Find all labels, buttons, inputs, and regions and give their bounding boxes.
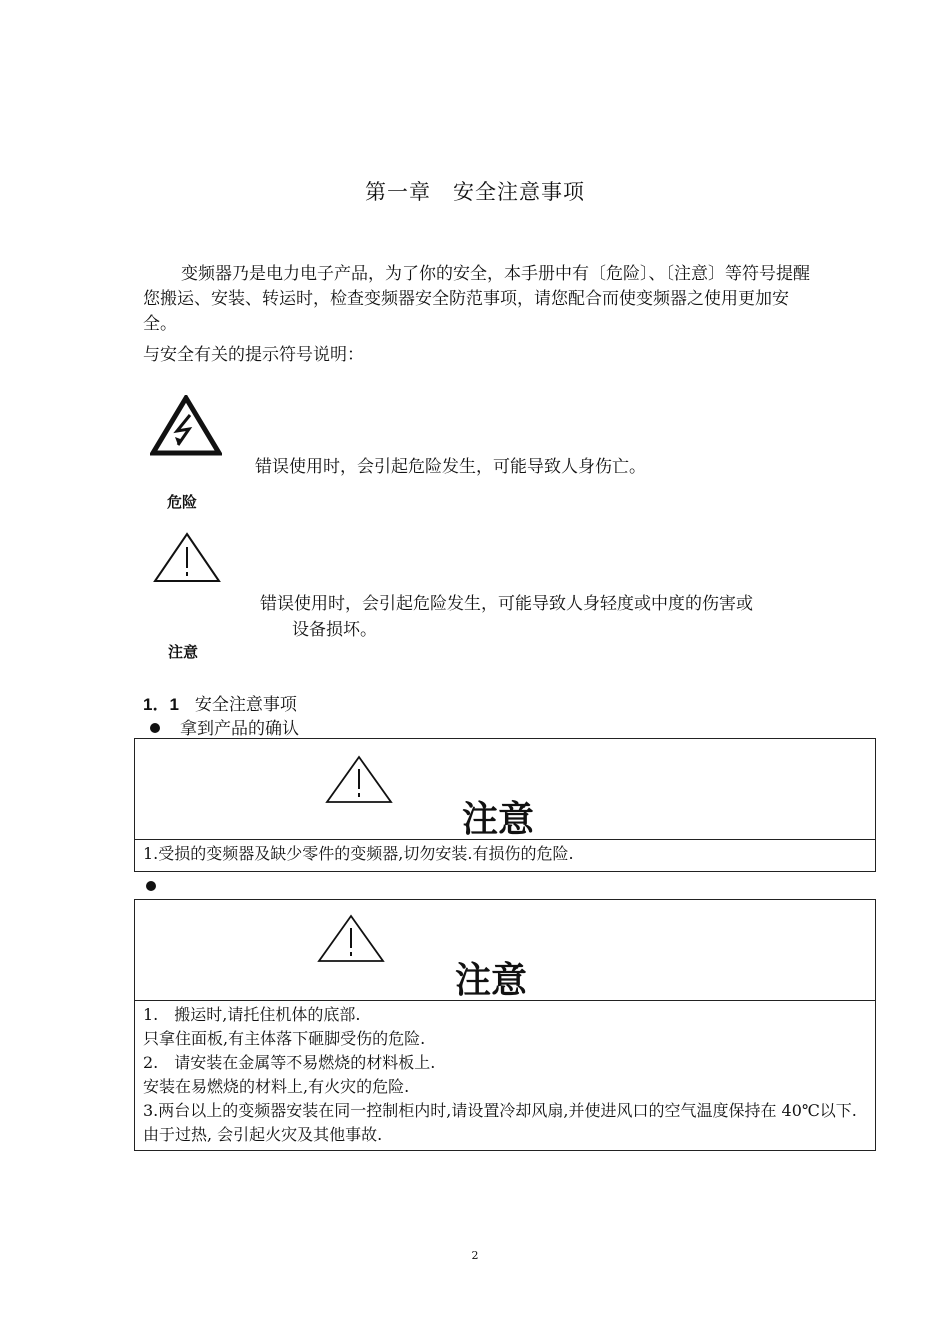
caution-triangle-icon	[317, 914, 385, 964]
caution-box-2-item: 安装在易燃烧的材料上,有火灾的危险.	[143, 1077, 410, 1096]
caution-box-2-item: 3.两台以上的变频器安装在同一控制柜内时,请设置冷却风扇,并使进风口的空气温度保持在 40℃以下. 由于过热, 会引起火灾及其他事故.	[143, 1101, 857, 1144]
danger-description: 错误使用时，会引起危险发生，可能导致人身伤亡。	[255, 457, 646, 477]
section-title: 安全注意事项	[194, 695, 297, 715]
high-voltage-warning-icon	[150, 395, 222, 457]
caution-triangle-icon	[325, 755, 393, 805]
bullet-icon	[150, 723, 160, 733]
section-heading	[143, 690, 297, 715]
caution-box-2-header	[135, 900, 875, 1001]
caution-box-2-item: 1. 搬运时,请托住机体的底部.	[143, 1005, 361, 1024]
intro-paragraph: 变频器乃是电力电子产品，为了你的安全，本手册中有〔危险〕、〔注意〕等符号提醒您搬运、安装、转运时，检查变频器安全防范事项，请您配合而使变频器之使用更加安全。	[143, 264, 810, 334]
caution-box-1-label: 注意	[462, 799, 535, 840]
bullet-text: 拿到产品的确认	[180, 719, 299, 739]
danger-label: 危险	[167, 493, 198, 511]
bullet-icon	[146, 881, 156, 891]
section-number: 1．1	[143, 695, 179, 714]
bullet-item	[150, 714, 299, 739]
caution-box-2-item: 只拿住面板,有主体落下砸脚受伤的危险.	[143, 1029, 426, 1048]
caution-triangle-icon	[151, 531, 223, 585]
chapter-title: 第一章 安全注意事项	[365, 180, 585, 204]
symbol-explanation-heading: 与安全有关的提示符号说明：	[143, 345, 364, 365]
caution-description-line1: 错误使用时，会引起危险发生，可能导致人身轻度或中度的伤害或	[260, 594, 753, 614]
caution-box-1-item: 1.受损的变频器及缺少零件的变频器,切勿安装.有损伤的危险.	[143, 844, 574, 863]
caution-box-2	[134, 899, 876, 1151]
page-number: 2	[471, 1249, 479, 1262]
caution-box-1-header	[135, 739, 875, 840]
caution-box-2-item: 2. 请安装在金属等不易燃烧的材料板上.	[143, 1053, 436, 1072]
caution-description-line2: 设备损坏。	[292, 620, 377, 640]
caution-box-1-body	[135, 840, 875, 870]
caution-box-1	[134, 738, 876, 872]
caution-label: 注意	[168, 643, 199, 661]
caution-box-2-body	[135, 1001, 875, 1151]
caution-box-2-label: 注意	[455, 960, 528, 1001]
